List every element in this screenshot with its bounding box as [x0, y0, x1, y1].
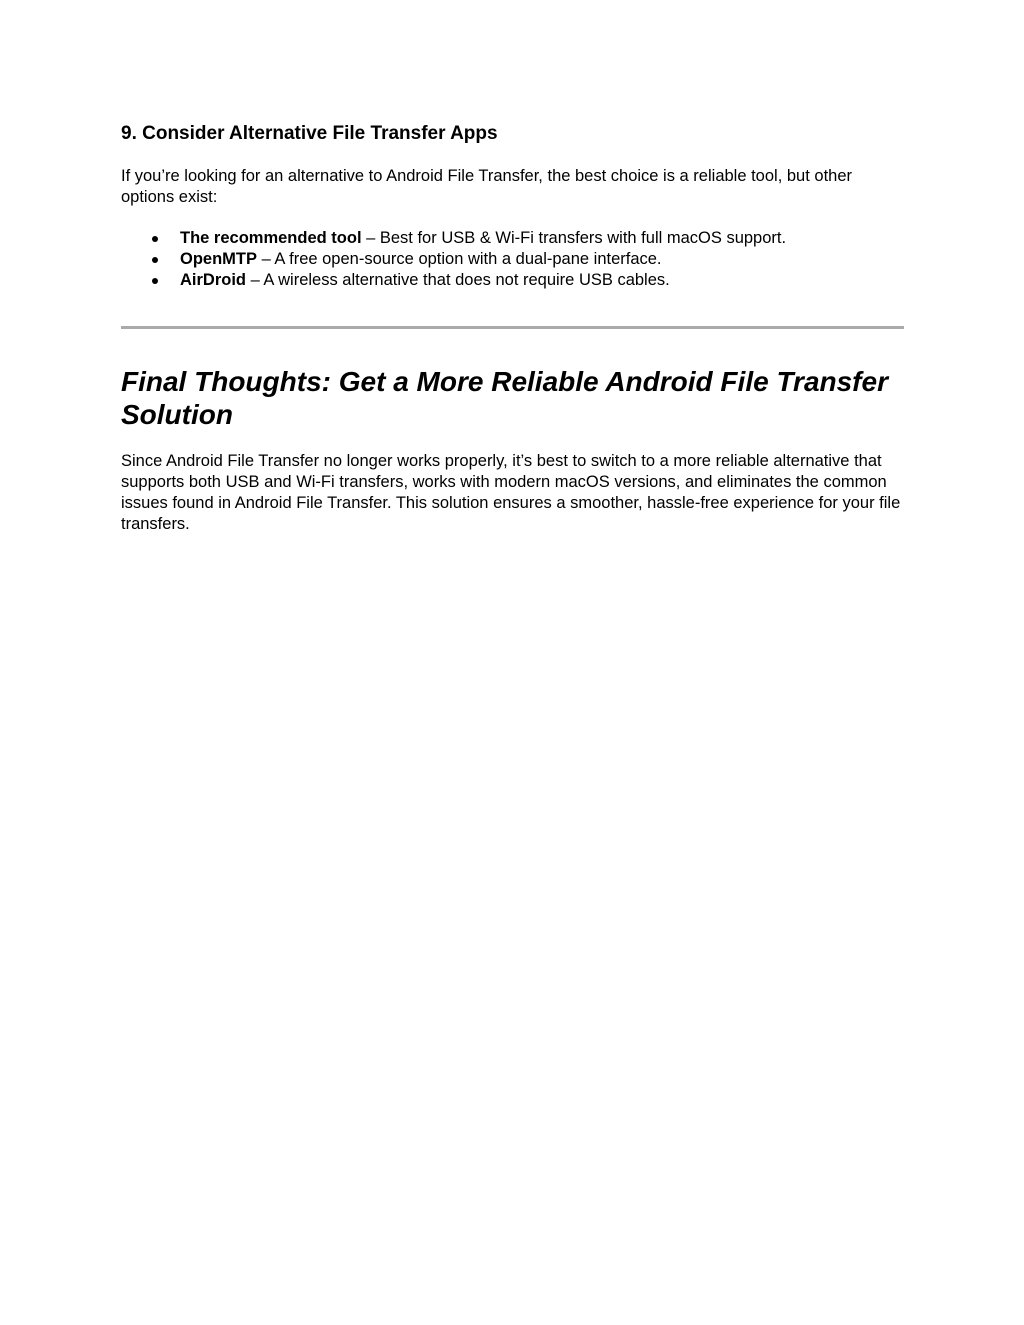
list-item [121, 228, 786, 249]
list-item [121, 249, 786, 270]
list-item-term: The recommended tool [180, 229, 362, 247]
list-item-desc: – A wireless alternative that does not require USB cables. [246, 271, 670, 289]
list-item-desc: – A free open-source option with a dual-pane interface. [257, 250, 662, 268]
list-item-term: OpenMTP [180, 250, 257, 268]
intro-paragraph: If you’re looking for an alternative to Android File Transfer, the best choice is a reliable tool, but other options exist: [121, 167, 852, 206]
final-paragraph: Since Android File Transfer no longer works properly, it’s best to switch to a more reliable alternative that supports both USB and Wi-Fi transfers, works with modern macOS versions, and eliminates the common issues found in Android File Transfer. This solution ensures a smoother, hassle-free experience for your file transfers. [121, 452, 901, 533]
bullet-icon [152, 257, 158, 263]
final-heading: Final Thoughts: Get a More Reliable Android File Transfer Solution [121, 366, 888, 430]
section-heading: 9. Consider Alternative File Transfer Apps [121, 123, 498, 144]
horizontal-divider [121, 326, 904, 329]
list-item-desc: – Best for USB & Wi-Fi transfers with full macOS support. [361, 229, 787, 247]
bullet-icon [152, 278, 158, 284]
alternatives-list [121, 228, 786, 291]
bullet-icon [152, 236, 158, 242]
list-item-term: AirDroid [180, 271, 246, 289]
list-item [121, 270, 786, 291]
